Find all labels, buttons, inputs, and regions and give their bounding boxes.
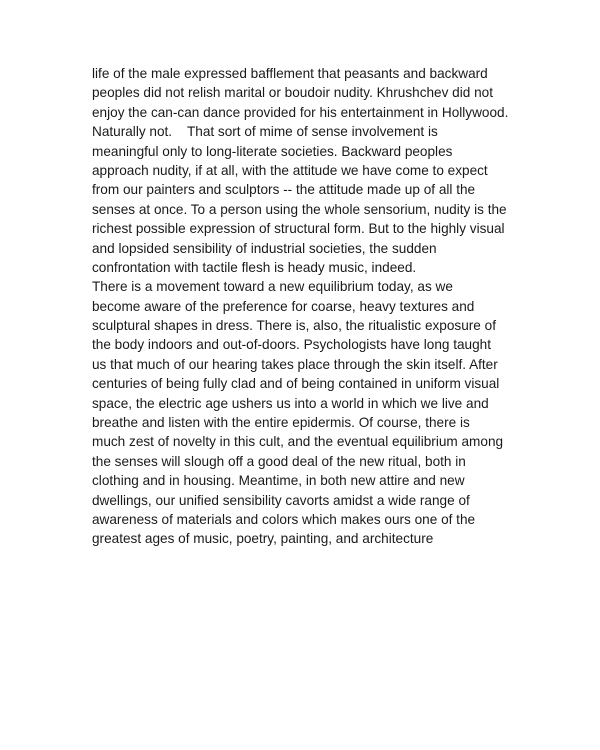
text-line: greatest ages of music, poetry, painting, and architecture <box>92 531 434 547</box>
text-line: awareness of materials and colors which makes ours one of the <box>92 511 476 527</box>
text-line: space, the electric age ushers us into a world in which we live and <box>92 395 489 411</box>
text-line: breathe and listen with the entire epidermis. Of course, there is <box>92 415 470 431</box>
text-line: clothing and in housing. Meantime, in both new attire and new <box>92 473 465 489</box>
text-line: the body indoors and out-of-doors. Psychologists have long taught <box>92 337 492 353</box>
text-line: peoples did not relish marital or boudoir nudity. Khrushchev did not <box>92 85 493 101</box>
text-line: sculptural shapes in dress. There is, also, the ritualistic exposure of <box>92 318 496 334</box>
text-line: confrontation with tactile flesh is heady music, indeed. <box>92 259 417 275</box>
text-line: There is a movement toward a new equilibrium today, as we <box>92 279 453 295</box>
text-line: us that much of our hearing takes place through the skin itself. After <box>92 356 498 372</box>
text-line: become aware of the preference for coarse, heavy textures and <box>92 298 475 314</box>
text-line: much zest of novelty in this cult, and the eventual equilibrium among <box>92 434 504 450</box>
paragraph-2 <box>92 277 532 548</box>
text-line: from our painters and sculptors -- the attitude made up of all the <box>92 182 476 198</box>
text-line: enjoy the can-can dance provided for his entertainment in Hollywood. <box>92 104 509 120</box>
text-line: senses at once. To a person using the whole sensorium, nudity is the <box>92 201 507 217</box>
text-line: Naturally not. That sort of mime of sense involvement is <box>92 124 438 140</box>
text-line: meaningful only to long-literate societies. Backward peoples <box>92 143 453 159</box>
text-line: dwellings, our unified sensibility cavorts amidst a wide range of <box>92 492 470 508</box>
paragraph-1 <box>92 64 532 277</box>
text-line: centuries of being fully clad and of being contained in uniform visual <box>92 376 500 392</box>
text-line: life of the male expressed bafflement that peasants and backward <box>92 66 488 81</box>
body-text <box>92 64 532 549</box>
text-line: and lopsided sensibility of industrial societies, the sudden <box>92 240 437 256</box>
text-line: approach nudity, if at all, with the attitude we have come to expect <box>92 162 488 178</box>
text-line: the senses will slough off a good deal of the new ritual, both in <box>92 453 466 469</box>
text-line: richest possible expression of structural form. But to the highly visual <box>92 221 505 237</box>
